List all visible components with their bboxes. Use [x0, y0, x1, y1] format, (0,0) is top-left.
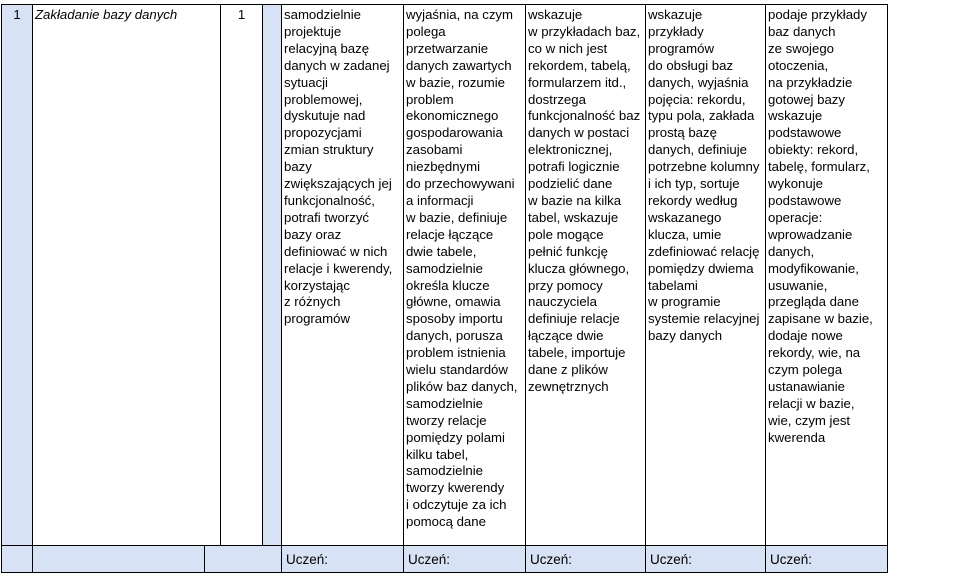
- level-dopuszczajacy: podaje przykłady baz danych ze swojego otoczenia, na przykładzie gotowej bazy wskazuje podstawowe obiekty: rekord, tabelę, formularz, wykonuje podstawowe operacje: wprowadzanie danych, modyfikowanie, usuwanie, przegląda dane zapisane w bazie, dodaje nowe rekordy, wie, na czym polega ustanawianie relacji w bazie, wie, czym jest kwerenda: [766, 5, 888, 546]
- level-dostateczny: wskazuje przykłady programów do obsługi baz danych, wyjaśnia pojęcia: rekordu, typu pola, zakłada prostą bazę danych, definiuje potrzebne kolumny i ich typ, sortuje rekordy według wskazanego klucza, umie zdefiniować relację pomiędzy dwiema tabelami w programie systemie relacyjnej bazy danych: [646, 5, 766, 546]
- footer-blank-cell: [33, 546, 205, 573]
- footer-label-2: Uczeń:: [404, 546, 526, 573]
- level-dobry: wskazuje w przykładach baz, co w nich jest rekordem, tabelą, formularzem itd., dostrzega funkcjonalność baz danych w postaci elektronicznej, potrafi logicznie podzielić dane w bazie na kilka tabel, wskazuje pole mogące pełnić funkcję klucza głównego, przy pomocy nauczyciela definiuje relacje łączące dwie tabele, importuje dane z plików zewnętrznych: [526, 5, 646, 546]
- level-celujacy: samodzielnie projektuje relacyjną bazę danych w zadanej sytuacji problemowej, dyskutuje nad propozycjami zmian struktury bazy zwiększających jej funkcjonalność, potrafi tworzyć bazy oraz definiować w nich relacje i kwerendy, korzystając z różnych programów: [282, 5, 404, 546]
- divider-cell: [263, 5, 282, 546]
- level-bardzo-dobry: wyjaśnia, na czym polega przetwarzanie danych zawartych w bazie, rozumie problem ekonomicznego gospodarowania zasobami niezbędnymi do przechowywani a informacji w bazie, definiuje relacje łączące dwie tabele, samodzielnie określa klucze główne, omawia sposoby importu danych, porusza problem istnienia wielu standardów plików baz danych, samodzielnie tworzy relacje pomiędzy polami kilku tabel, samodzielnie tworzy kwerendy i odczytuje za ich pomocą dane: [404, 5, 526, 546]
- footer-label-5: Uczeń:: [766, 546, 888, 573]
- footer-blank-cell: [205, 546, 282, 573]
- footer-label-3: Uczeń:: [526, 546, 646, 573]
- footer-label-1: Uczeń:: [282, 546, 404, 573]
- footer-row: [2, 546, 959, 573]
- topic-cell: Zakładanie bazy danych: [33, 5, 221, 546]
- table-row: [2, 5, 959, 546]
- footer-label-4: Uczeń:: [646, 546, 766, 573]
- hours-cell: 1: [221, 5, 263, 546]
- requirements-table: [1, 4, 959, 573]
- footer-blank-cell: [2, 546, 33, 573]
- row-number: 1: [2, 5, 33, 546]
